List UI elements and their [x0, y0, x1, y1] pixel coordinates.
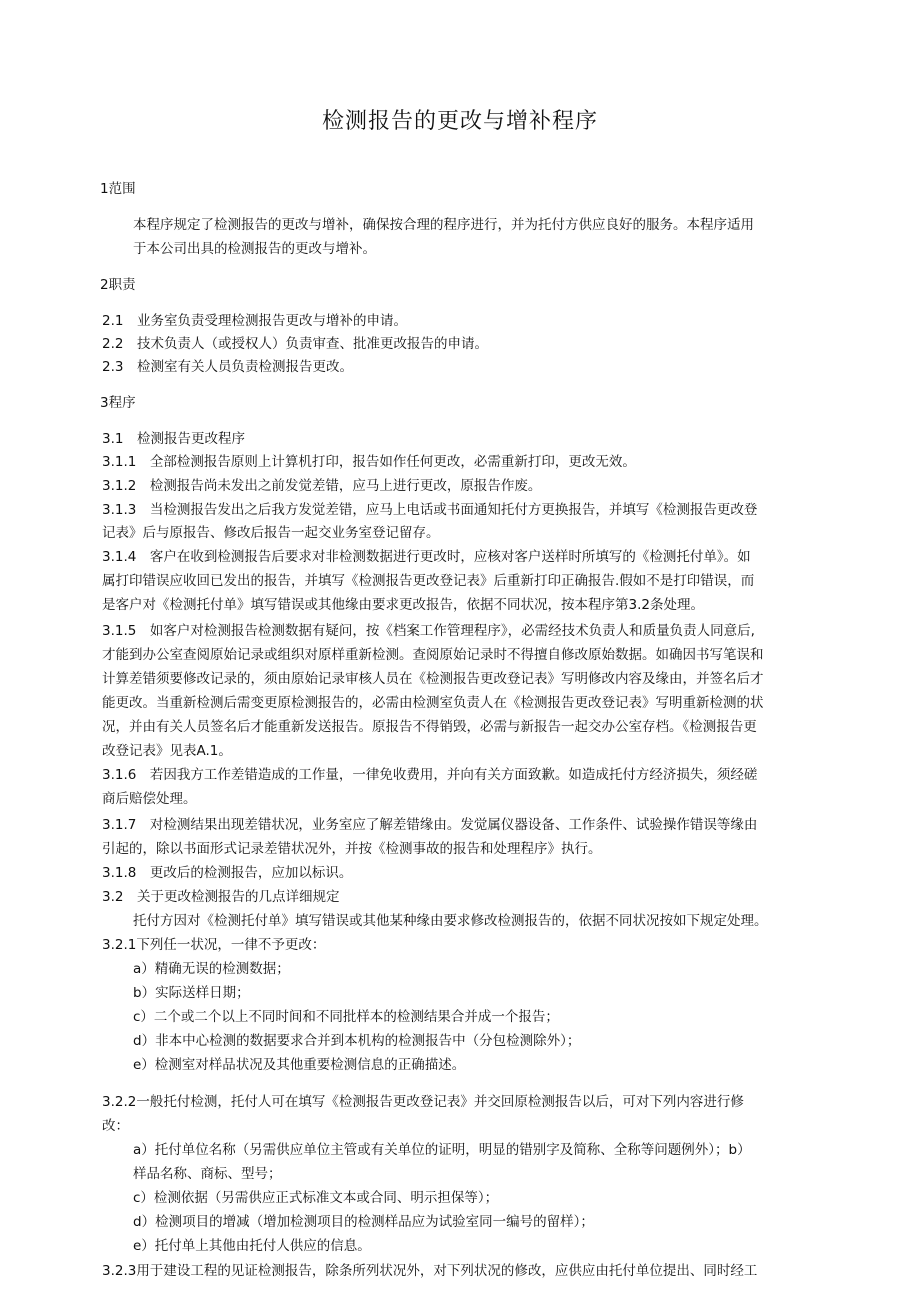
clause-line: 3.2.3用于建设工程的见证检测报告，除条所列状况外，对下列状况的修改，应供应由托付单位提出、同时经工: [102, 1263, 758, 1279]
clause-line: 2.3 检测室有关人员负责检测报告更改。: [102, 359, 353, 375]
section-heading: 3程序: [100, 395, 136, 411]
paragraph-line: 本程序规定了检测报告的更改与增补，确保按合理的程序进行，并为托付方供应良好的服务。本程序适用: [133, 217, 754, 233]
list-item: e）托付单上其他由托付人供应的信息。: [133, 1238, 371, 1254]
clause-line: 记表》后与原报告、修改后报告一起交业务室登记留存。: [102, 525, 440, 541]
clause-line: 3.2 关于更改检测报告的几点详细规定: [102, 889, 340, 905]
list-item: c）二个或二个以上不同时间和不同批样本的检测结果合并成一个报告；: [133, 1009, 559, 1025]
section-heading: 1范围: [100, 181, 136, 197]
clause-line: 3.1.1 全部检测报告原则上计算机打印，报告如作任何更改，必需重新打印，更改无效。: [102, 454, 636, 470]
clause-line: 才能到办公室查阅原始记录或组织对原样重新检测。查阅原始记录时不得擅自修改原始数据。如确因书写笔误和: [102, 647, 764, 663]
list-item: a）精确无误的检测数据；: [133, 961, 290, 977]
clause-line: 3.1.7 对检测结果出现差错状况，业务室应了解差错缘由。发觉属仪器设备、工作条件、试验操作错误等缘由: [102, 817, 758, 833]
clause-line: 改：: [102, 1118, 129, 1134]
paragraph-line: 托付方因对《检测托付单》填写错误或其他某种缘由要求修改检测报告的，依据不同状况按如下规定处理。: [133, 913, 768, 929]
clause-line: 3.1.2 检测报告尚未发出之前发觉差错，应马上进行更改，原报告作废。: [102, 478, 542, 494]
list-item: d）检测项目的增减（增加检测项目的检测样品应为试验室同一编号的留样）；: [133, 1214, 594, 1230]
document-title: 检测报告的更改与增补程序: [321, 109, 598, 134]
clause-line: 3.1.3 当检测报告发出之后我方发觉差错，应马上电话或书面通知托付方更换报告，并填写《检测报告更改登: [102, 502, 758, 518]
clause-line: 引起的，除以书面形式记录差错状况外，并按《检测事故的报告和处理程序》执行。: [102, 841, 602, 857]
clause-line: 是客户对《检测托付单》填写错误或其他缘由要求更改报告，依据不同状况，按本程序第3.2条处理。: [102, 597, 704, 613]
list-item: b）实际送样日期；: [133, 985, 250, 1001]
clause-line: 3.2.2一般托付检测，托付人可在填写《检测报告更改登记表》并交回原检测报告以后，可对下列内容进行修: [102, 1094, 744, 1110]
clause-line: 能更改。当重新检测后需变更原检测报告的，必需由检测室负责人在《检测报告更改登记表》写明重新检测的状: [102, 695, 764, 711]
clause-line: 况，并由有关人员签名后才能重新发送报告。原报告不得销毁，必需与新报告一起交办公室存档。《检测报告更: [102, 719, 757, 735]
list-item: d）非本中心检测的数据要求合并到本机构的检测报告中（分包检测除外）；: [133, 1033, 581, 1049]
clause-line: 3.1.8 更改后的检测报告，应加以标识。: [102, 865, 353, 881]
list-item: 样品名称、商标、型号；: [133, 1166, 282, 1182]
paragraph-line: 于本公司出具的检测报告的更改与增补。: [133, 241, 376, 257]
clause-line: 2.2 技术负责人（或授权人）负责审查、批准更改报告的申请。: [102, 336, 488, 352]
clause-line: 3.1.4 客户在收到检测报告后要求对非检测数据进行更改时，应核对客户送样时所填写的《检测托付单》。如: [102, 549, 751, 565]
clause-line: 商后赔偿处理。: [102, 791, 197, 807]
clause-line: 3.1.5 如客户对检测报告检测数据有疑问，按《档案工作管理程序》，必需经技术负责人和质量负责人同意后,: [102, 623, 755, 639]
list-item: a）托付单位名称（另需供应单位主管或有关单位的证明，明显的错别字及简称、全称等问题例外）；b）: [133, 1142, 751, 1158]
clause-line: 2.1 业务室负责受理检测报告更改与增补的申请。: [102, 313, 407, 329]
section-heading: 2职责: [100, 277, 136, 293]
clause-line: 计算差错须要修改记录的，须由原始记录审核人员在《检测报告更改登记表》写明修改内容及缘由，并签名后才: [102, 671, 764, 687]
list-item: c）检测依据（另需供应正式标准文本或合同、明示担保等）；: [133, 1190, 499, 1206]
clause-line: 属打印错误应收回已发出的报告，并填写《检测报告更改登记表》后重新打印正确报告.假如不是打印错误，而: [102, 573, 755, 589]
clause-line: 3.2.1下列任一状况，一律不予更改：: [102, 937, 326, 953]
list-item: e）检测室对样品状况及其他重要检测信息的正确描述。: [133, 1057, 466, 1073]
clause-line: 3.1 检测报告更改程序: [102, 431, 245, 447]
clause-line: 3.1.6 若因我方工作差错造成的工作量，一律免收费用，并向有关方面致歉。如造成托付方经济损失，须经磋: [102, 767, 758, 783]
clause-line: 改登记表》见表A.1。: [102, 743, 232, 759]
